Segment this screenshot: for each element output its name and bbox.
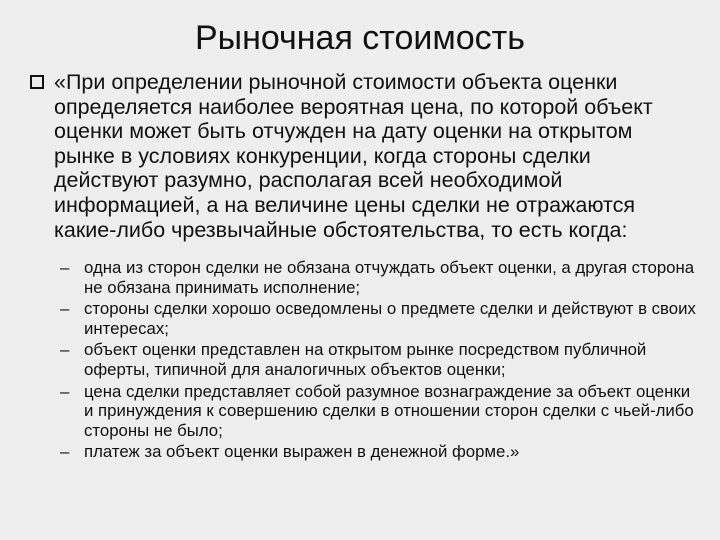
square-bullet-icon	[30, 75, 44, 89]
slide-title: Рыночная стоимость	[195, 19, 525, 57]
sub-bullet-item	[60, 442, 700, 462]
sub-bullet-text: платеж за объект оценки выражен в денежной форме.»	[84, 442, 520, 462]
main-bullet	[30, 70, 700, 242]
main-bullet-text: «При определении рыночной стоимости объекта оценки определяется наиболее вероятная цена, по которой объект оценки может быть отчужден на дату оценки на открытом рынке в условиях конкуренции, когда стороны сделки действуют разумно, располагая всей необходимой информацией, а на величине цены сделки не отражаются какие-либо чрезвычайные обстоятельства, то есть когда:	[54, 70, 653, 242]
sub-bullet-item	[60, 382, 700, 441]
sub-bullet-item	[60, 258, 700, 297]
dash-bullet: –	[60, 258, 70, 277]
sub-bullet-item	[60, 299, 700, 338]
sub-bullet-list	[60, 258, 700, 464]
sub-bullet-text: одна из сторон сделки не обязана отчуждать объект оценки, а другая сторона не обязана принимать исполнение;	[84, 258, 695, 297]
sub-bullet-item	[60, 340, 700, 379]
dash-bullet: –	[60, 340, 70, 360]
dash-bullet: –	[60, 299, 70, 319]
dash-bullet: –	[60, 442, 70, 462]
sub-bullet-text: стороны сделки хорошо осведомлены о предмете сделки и действуют в своих интересах;	[84, 299, 696, 338]
dash-bullet: –	[60, 381, 70, 401]
sub-bullet-text: объект оценки представлен на открытом рынке посредством публичной оферты, типичной для аналогичных объектов оценки;	[84, 340, 647, 379]
sub-bullet-text: цена сделки представляет собой разумное вознаграждение за объект оценки и принуждения к совершению сделки в отношении сторон сделки с чьей-либо стороны не было;	[84, 381, 694, 440]
